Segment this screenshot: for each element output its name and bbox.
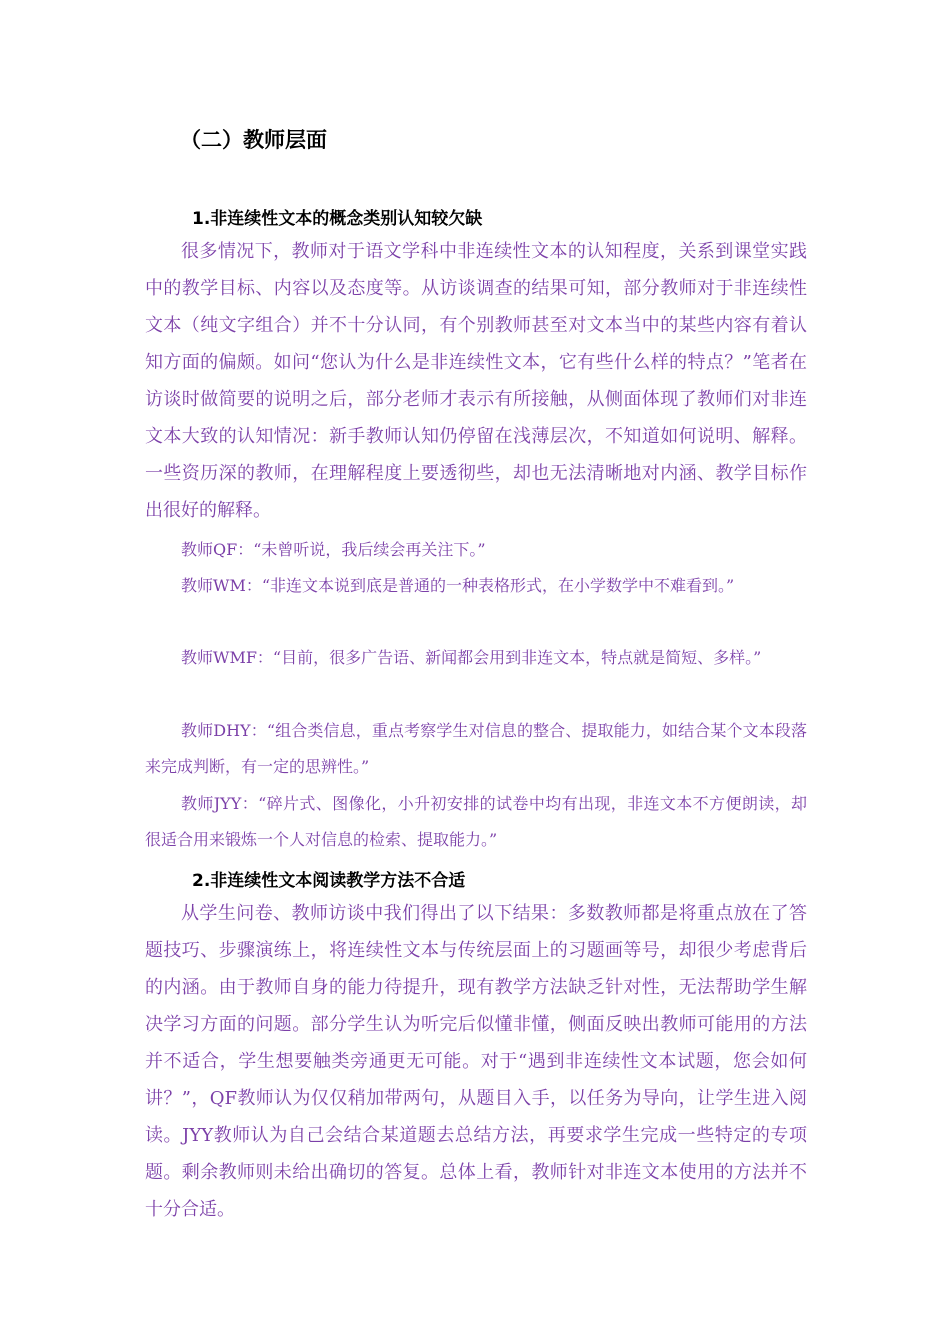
section-title: （二）教师层面 <box>180 128 327 152</box>
quote-teacher-wm: 教师WM：“非连文本说到底是普通的一种表格形式，在小学数学中不难看到。” <box>181 576 735 595</box>
quote-teacher-dhy: 教师DHY：“组合类信息，重点考察学生对信息的整合、提取能力，如结合某个文本段落来完成判断，有一定的思辨性。” <box>145 721 807 776</box>
quote-teacher-qf: 教师QF：“未曾听说，我后续会再关注下。” <box>181 540 486 559</box>
subheading-2: 2.非连续性文本阅读教学方法不合适 <box>192 871 466 891</box>
quote-teacher-wmf: 教师WMF：“目前，很多广告语、新闻都会用到非连文本，特点就是简短、多样。” <box>181 648 762 667</box>
subheading-1: 1.非连续性文本的概念类别认知较欠缺 <box>192 209 483 229</box>
quote-teacher-jyy: 教师JYY：“碎片式、图像化，小升初安排的试卷中均有出现，非连文本不方便朗读，却很适合用来锻炼一个人对信息的检索、提取能力。” <box>145 794 807 849</box>
paragraph-2: 从学生问卷、教师访谈中我们得出了以下结果：多数教师都是将重点放在了答题技巧、步骤演练上，将连续性文本与传统层面上的习题画等号，却很少考虑背后的内涵。由于教师自身的能力待提升，现有教学方法缺乏针对性，无法帮助学生解决学习方面的问题。部分学生认为听完后似懂非懂，侧面反映出教师可能用的方法并不适合，学生想要触类旁通更无可能。对于“遇到非连续性文本试题，您会如何讲？”，QF教师认为仅仅稍加带两句，从题目入手，以任务为导向，让学生进入阅读。JYY教师认为自己会结合某道题去总结方法，再要求学生完成一些特定的专项题。剩余教师则未给出确切的答复。总体上看，教师针对非连文本使用的方法并不十分合适。 <box>145 903 807 1220</box>
paragraph-1: 很多情况下，教师对于语文学科中非连续性文本的认知程度，关系到课堂实践中的教学目标、内容以及态度等。从访谈调查的结果可知，部分教师对于非连续性文本（纯文字组合）并不十分认同，有个别教师甚至对文本当中的某些内容有着认知方面的偏颇。如问“您认为什么是非连续性文本，它有些什么样的特点？”笔者在访谈时做简要的说明之后，部分老师才表示有所接触，从侧面体现了教师们对非连文本大致的认知情况：新手教师认知仍停留在浅薄层次，不知道如何说明、解释。一些资历深的教师，在理解程度上要透彻些，却也无法清晰地对内涵、教学目标作出很好的解释。 <box>145 241 807 521</box>
